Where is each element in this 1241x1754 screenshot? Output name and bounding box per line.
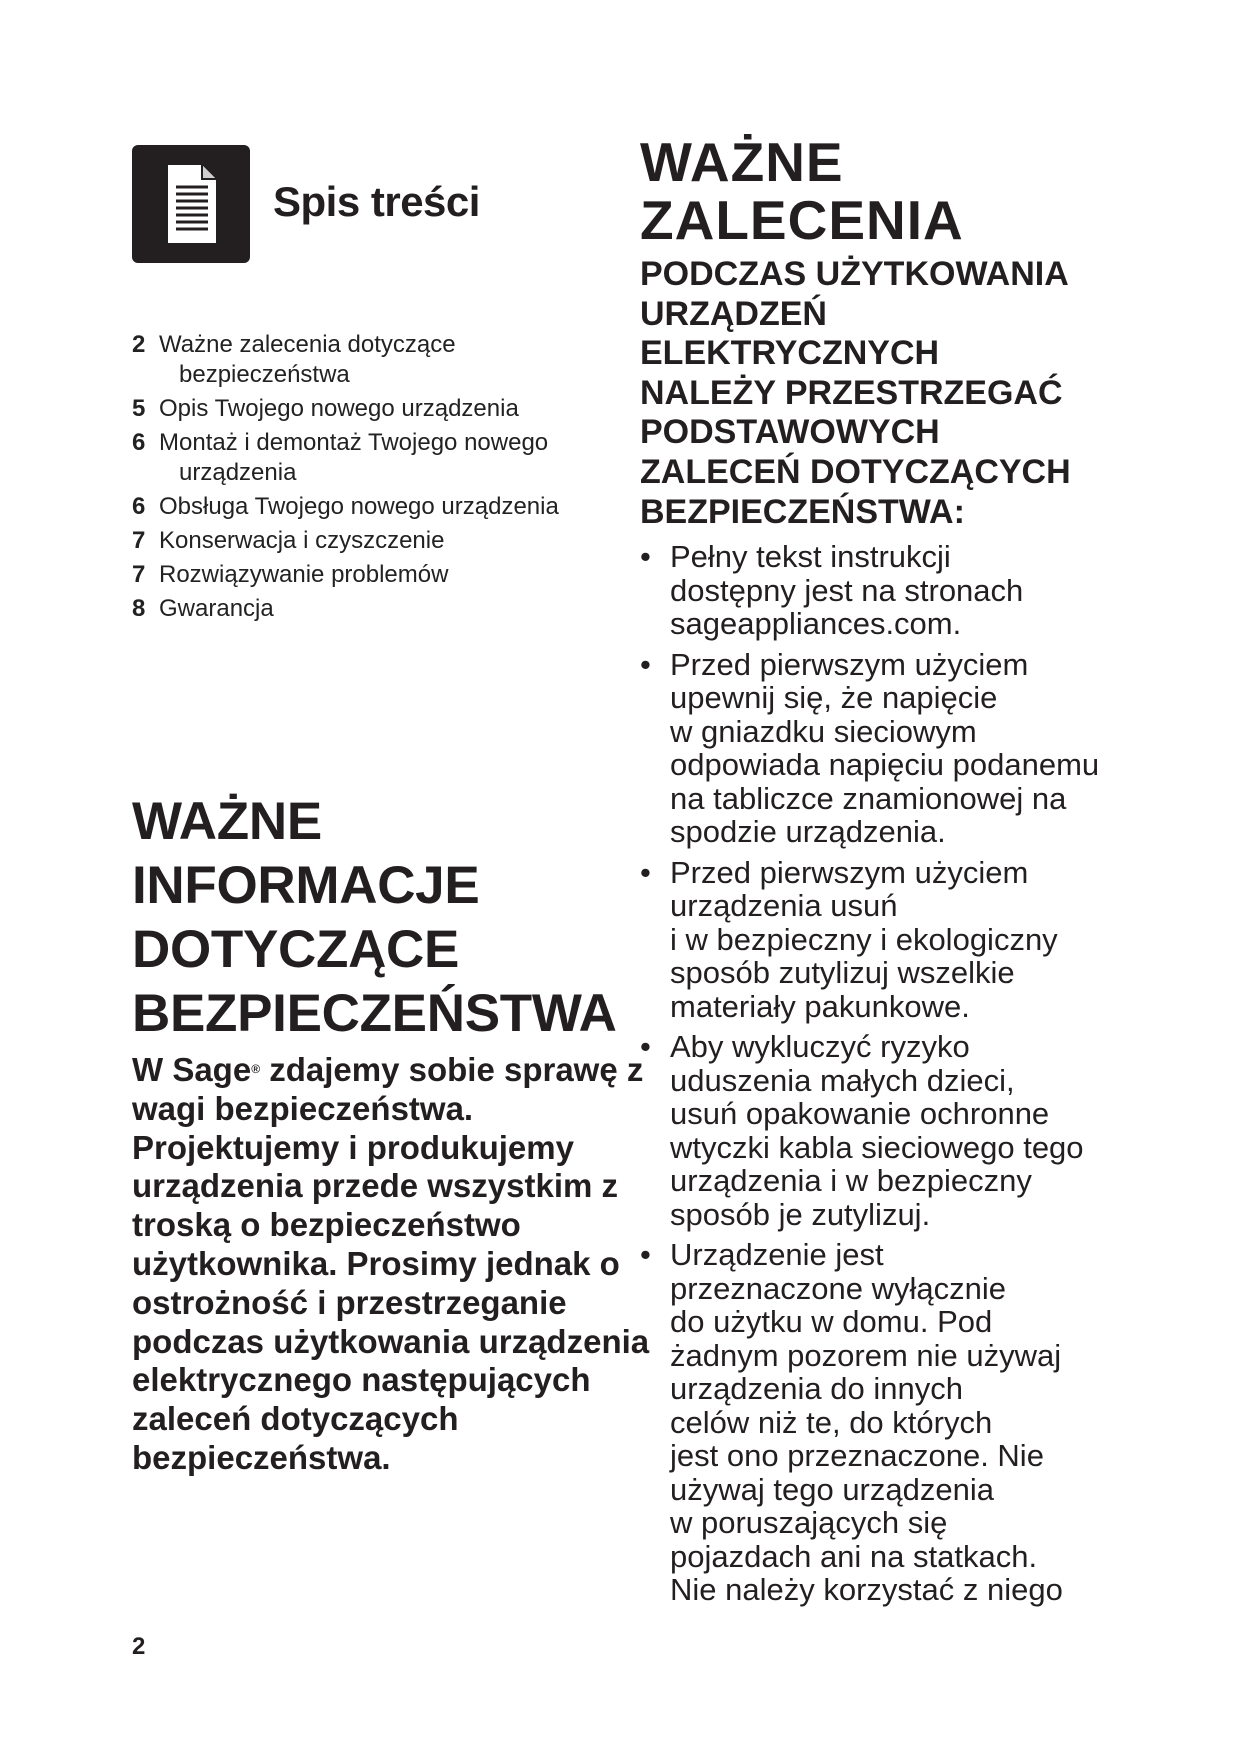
bullet-icon: • [640, 1029, 651, 1064]
document-icon-graphic [132, 145, 250, 263]
toc-item-text: Rozwiązywanie problemów [159, 561, 449, 588]
list-item: • Pełny tekst instrukcji dostępny jest na stronach sageappliances.com. [640, 539, 1024, 641]
toc-item[interactable] [132, 594, 602, 624]
toc-item[interactable] [132, 428, 602, 488]
toc-item-text: Obsługa Twojego nowego urządzenia [159, 493, 559, 520]
bullet-icon: • [640, 539, 651, 574]
list-item: • Urządzenie jest przeznaczone wyłącznie do użytku w domu. Pod żadnym pozorem nie używaj urządzenia do innych celów niż te, do których jest ono przeznaczone. Nie używaj tego urządzenia w poruszających się pojazdach ani na statkach. Nie należy korzystać z niego [640, 1237, 1063, 1607]
page-number: 2 [132, 1633, 146, 1660]
toc-item-text: Opis Twojego nowego urządzenia [159, 395, 519, 422]
toc-item-number: 6 [132, 493, 146, 520]
list-item: • Przed pierwszym użyciem urządzenia usuń i w bezpieczny i ekologiczny sposób zutylizuj wszelkie materiały pakunkowe. [640, 854, 1058, 1024]
list-item: • Aby wykluczyć ryzyko uduszenia małych dzieci, usuń opakowanie ochronne wtyczki kabla sieciowego tego urządzenia i w bezpieczny sposób je zutylizuj. [640, 1029, 1084, 1232]
bullet-icon: • [640, 1237, 651, 1272]
recommendations-list [640, 540, 1120, 1614]
recommendations-subheading: PODCZAS UŻYTKOWANIA URZĄDZEŃ ELEKTRYCZNYCH NALEŻY PRZESTRZEGAĆ PODSTAWOWYCH ZALECEŃ DOTYCZĄCYCH BEZPIECZEŃSTWA: [640, 255, 1071, 531]
toc-item-number: 7 [132, 561, 146, 588]
document-icon [132, 145, 250, 263]
toc-title: Spis treści [273, 178, 480, 225]
toc-item-number: 2 [132, 331, 146, 358]
toc-item[interactable] [132, 560, 602, 590]
recommendations-heading: WAŻNE ZALECENIA [640, 131, 964, 251]
toc-item-text: Ważne zalecenia dotyczące bezpieczeństwa [159, 331, 456, 388]
toc-item-text: Montaż i demontaż Twojego nowego urządzenia [159, 429, 549, 486]
safety-intro: W Sage® zdajemy sobie sprawę z wagi bezpieczeństwa. Projektujemy i produkujemy urządzenia przede wszystkim z troską o bezpieczeństwo użytkownika. Prosimy jednak o ostrożność i przestrzeganie podczas użytkowania urządzenia elektrycznego następujących zaleceń dotyczących bezpieczeństwa. [132, 1051, 650, 1476]
registered-mark: ® [251, 1062, 261, 1076]
bullet-icon: • [640, 646, 651, 682]
toc-item-number: 8 [132, 595, 146, 622]
toc-list [132, 330, 602, 628]
toc-item-text: Gwarancja [159, 595, 274, 622]
toc-item-number: 7 [132, 527, 146, 554]
toc-item-text: Konserwacja i czyszczenie [159, 527, 445, 554]
toc-item[interactable] [132, 492, 602, 522]
safety-heading: WAŻNE INFORMACJE DOTYCZĄCE BEZPIECZEŃSTWA [132, 792, 617, 1043]
toc-item-number: 6 [132, 429, 146, 456]
bullet-icon: • [640, 854, 651, 890]
list-item: • Przed pierwszym użyciem upewnij się, że napięcie w gniazdku sieciowym odpowiada napięciu podanemu na tabliczce znamionowej na spodzie urządzenia. [640, 646, 1100, 849]
toc-item-number: 5 [132, 395, 146, 422]
toc-item[interactable] [132, 526, 602, 556]
toc-item[interactable] [132, 394, 602, 424]
toc-item[interactable] [132, 330, 602, 390]
